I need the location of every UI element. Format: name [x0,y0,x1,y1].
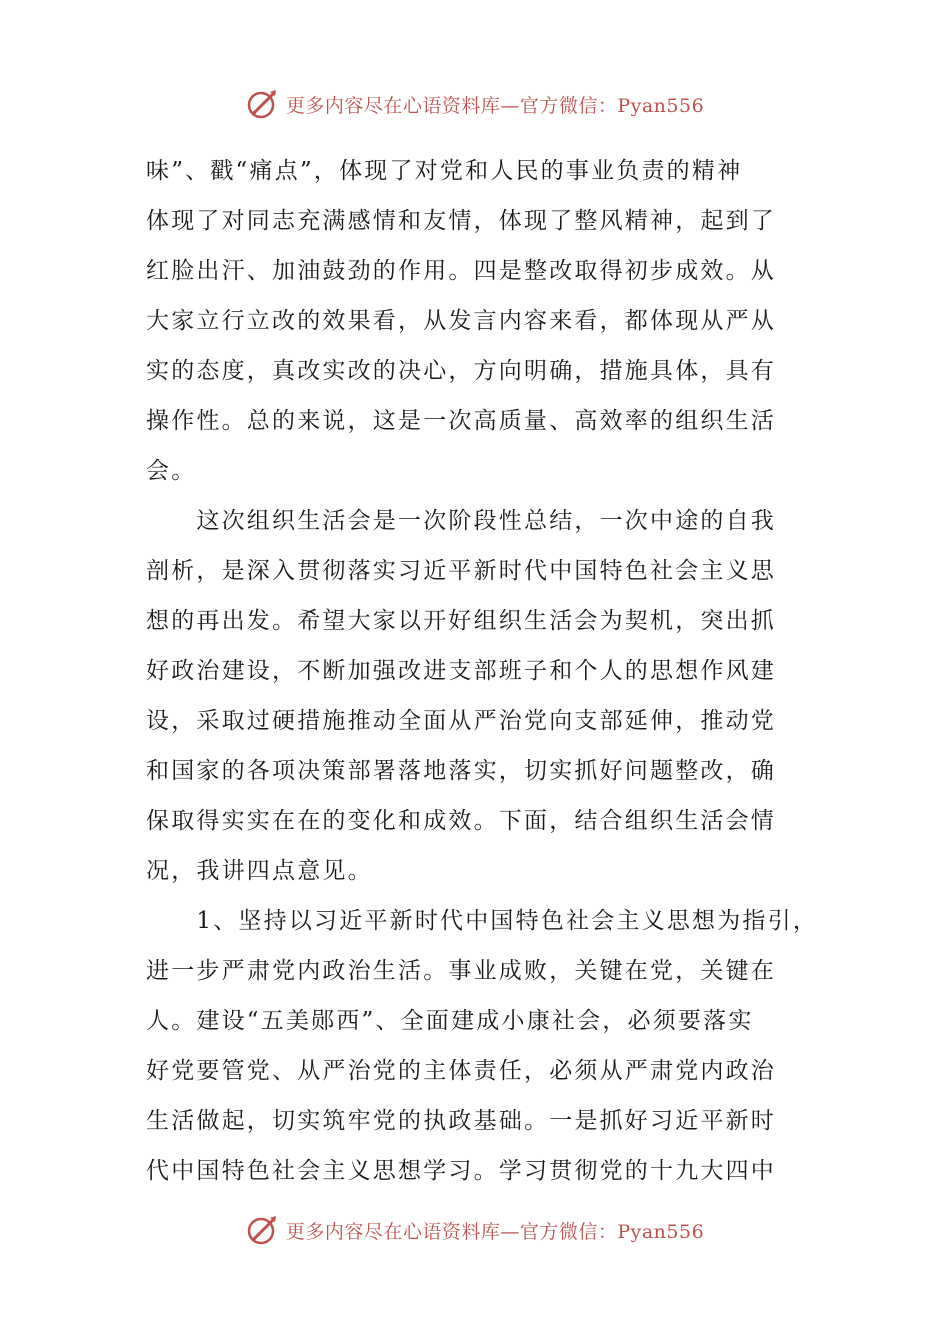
text-line: 好党要管党、从严治党的主体责任，必须从严肃党内政治 [146,1058,776,1084]
text-line: 1、坚持以习近平新时代中国特色社会主义思想为指引， [146,908,819,934]
paragraph [146,496,806,896]
text-line: 保取得实实在在的变化和成效。下面，结合组织生活会情 [146,808,776,834]
text-line: 会。 [146,458,197,484]
text-line: 这次组织生活会是一次阶段性总结，一次中途的自我 [146,508,776,534]
text-line: 红脸出汗、加油鼓劲的作用。四是整改取得初步成效。从 [146,258,776,284]
header-banner-text: 更多内容尽在心语资料库—官方微信：Pyan556 [285,94,705,117]
text-line: 实的态度，真改实改的决心，方向明确，措施具体，具有 [146,358,776,384]
text-line: 人。建设“五美郧西”、全面建成小康社会，必须要落实 [146,1008,754,1034]
text-line: 好政治建设，不断加强改进支部班子和个人的思想作风建 [146,658,776,684]
text-line: 设，采取过硬措施推动全面从严治党向支部延伸，推动党 [146,708,776,734]
text-line: 生活做起，切实筑牢党的执政基础。一是抓好习近平新时 [146,1108,776,1134]
pen-logo-icon [246,87,280,121]
text-line: 剖析，是深入贯彻落实习近平新时代中国特色社会主义思 [146,558,776,584]
footer-banner [0,1208,950,1252]
text-line: 操作性。总的来说，这是一次高质量、高效率的组织生活 [146,408,776,434]
text-line: 体现了对同志充满感情和友情，体现了整风精神，起到了 [146,208,776,234]
text-line: 想的再出发。希望大家以开好组织生活会为契机，突出抓 [146,608,776,634]
document-body [146,146,819,1196]
text-line: 代中国特色社会主义思想学习。学习贯彻党的十九大四中 [146,1158,776,1184]
header-banner [0,82,950,126]
paragraph [146,896,819,1196]
text-line: 况，我讲四点意见。 [146,858,373,884]
text-line: 进一步严肃党内政治生活。事业成败，关键在党，关键在 [146,958,776,984]
footer-banner-text: 更多内容尽在心语资料库—官方微信：Pyan556 [285,1220,705,1243]
text-line: 味”、戳“痛点”，体现了对党和人民的事业负责的精神 [146,158,743,184]
pen-logo-icon [246,1213,280,1247]
text-line: 大家立行立改的效果看，从发言内容来看，都体现从严从 [146,308,776,334]
paragraph [146,146,806,496]
text-line: 和国家的各项决策部署落地落实，切实抓好问题整改，确 [146,758,776,784]
